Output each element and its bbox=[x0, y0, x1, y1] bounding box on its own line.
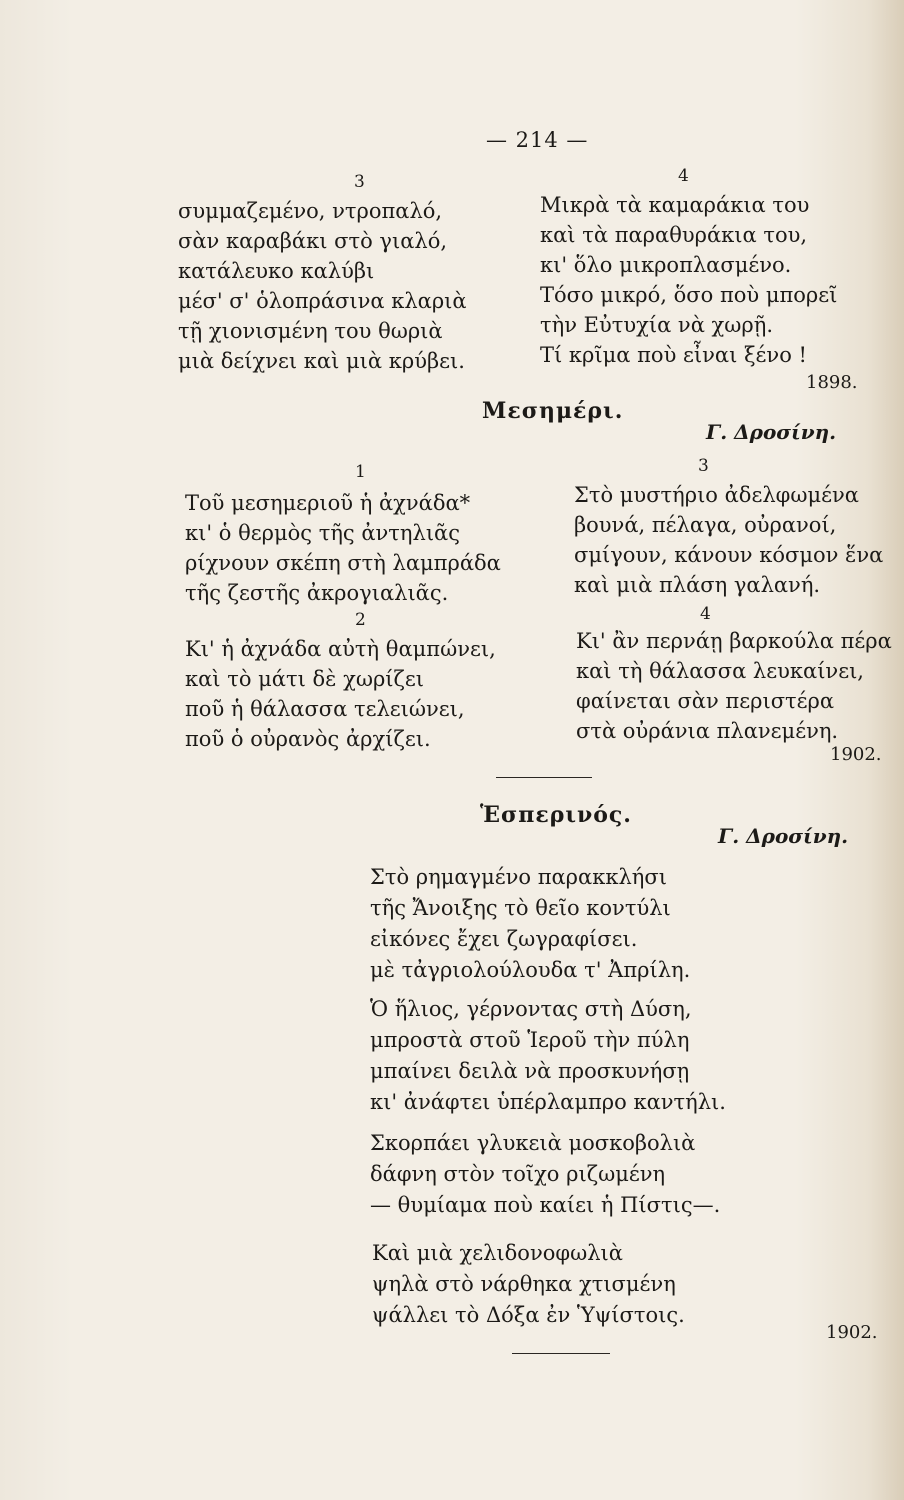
verse-line: κι' ὁ θερμὸς τῆς ἀντηλιᾶς bbox=[185, 521, 460, 545]
verse-line: Κι' ἡ ἀχνάδα αὐτὴ θαμπώνει, bbox=[185, 637, 496, 661]
stanza bbox=[370, 994, 726, 1118]
stanza bbox=[372, 1238, 685, 1331]
verse-line: Στὸ μυστήριο ἀδελφωμένα bbox=[574, 483, 859, 507]
poem-title: Ἑσπερινός. bbox=[480, 802, 632, 828]
verse-line: ποῦ ἡ θάλασσα τελειώνει, bbox=[185, 697, 465, 721]
verse-line: κι' ἀνάφτει ὑπέρλαμπρο καντήλι. bbox=[370, 1090, 726, 1114]
verse-line: σμίγουν, κάνουν κόσμον ἕνα bbox=[574, 543, 884, 567]
verse-line: μπροστὰ στοῦ Ἱεροῦ τὴν πύλη bbox=[370, 1028, 690, 1052]
verse-line: μέσ' σ' ὁλοπράσινα κλαριὰ bbox=[178, 289, 467, 313]
stanza-number: 3 bbox=[354, 172, 365, 192]
stanza bbox=[185, 634, 496, 754]
verse-line: Τοῦ μεσημεριοῦ ἡ ἀχνάδα* bbox=[185, 491, 471, 515]
stanza bbox=[185, 488, 501, 608]
verse-line: Σκορπάει γλυκειὰ μοσκοβολιὰ bbox=[370, 1131, 696, 1155]
verse-line: μιὰ δείχνει καὶ μιὰ κρύβει. bbox=[178, 349, 465, 373]
verse-line: τὴν Εὐτυχία νὰ χωρῇ. bbox=[540, 313, 774, 337]
stanza-number: 4 bbox=[678, 166, 689, 186]
stanza-number: 2 bbox=[355, 610, 366, 630]
verse-line: καὶ τὸ μάτι δὲ χωρίζει bbox=[185, 667, 425, 691]
verse-line: βουνά, πέλαγα, οὐρανοί, bbox=[574, 513, 837, 537]
verse-line: δάφνη στὸν τοῖχο ριζωμένη bbox=[370, 1162, 666, 1186]
poem-year: 1902. bbox=[826, 1322, 878, 1343]
stanza-number: 1 bbox=[355, 462, 366, 482]
verse-line: τῆς ζεστῆς ἀκρογιαλιᾶς. bbox=[185, 581, 449, 605]
stanza-left bbox=[178, 196, 467, 376]
verse-line: ρίχνουν σκέπη στὴ λαμπράδα bbox=[185, 551, 501, 575]
verse-line: — θυμίαμα ποὺ καίει ἡ Πίστις—. bbox=[370, 1193, 721, 1217]
verse-line: εἰκόνες ἔχει ζωγραφίσει. bbox=[370, 927, 638, 951]
verse-line: Τόσο μικρό, ὅσο ποὺ μπορεῖ bbox=[540, 283, 838, 307]
verse-line: ποῦ ὁ οὐρανὸς ἀρχίζει. bbox=[185, 727, 431, 751]
section-divider bbox=[512, 1353, 610, 1354]
stanza-number: 4 bbox=[700, 604, 711, 624]
verse-line: μὲ τἀγριολούλουδα τ' Ἀπρίλη. bbox=[370, 958, 691, 982]
poem-author: Γ. Δροσίνη. bbox=[718, 824, 849, 848]
verse-line: Καὶ μιὰ χελιδονοφωλιὰ bbox=[372, 1241, 623, 1265]
verse-line: Στὸ ρημαγμένο παρακκλήσι bbox=[370, 865, 667, 889]
verse-line: κι' ὅλο μικροπλασμένο. bbox=[540, 253, 792, 277]
verse-line: καὶ τὰ παραθυράκια του, bbox=[540, 223, 808, 247]
verse-line: φαίνεται σὰν περιστέρα bbox=[576, 689, 835, 713]
verse-line: μπαίνει δειλὰ νὰ προσκυνήσῃ bbox=[370, 1059, 690, 1083]
verse-line: καὶ τὴ θάλασσα λευκαίνει, bbox=[576, 659, 864, 683]
poem-year: 1898. bbox=[806, 372, 858, 393]
verse-line: τῆς Ἄνοιξης τὸ θεῖο κοντύλι bbox=[370, 896, 671, 920]
verse-line: κατάλευκο καλύβι bbox=[178, 259, 375, 283]
verse-line: σὰν καραβάκι στὸ γιαλό, bbox=[178, 229, 448, 253]
section-divider bbox=[496, 777, 592, 778]
stanza-number: 3 bbox=[698, 456, 709, 476]
stanza bbox=[576, 626, 892, 746]
verse-line: τῇ χιονισμένη του θωριὰ bbox=[178, 319, 443, 343]
page-number: — 214 — bbox=[486, 128, 589, 152]
verse-line: ψάλλει τὸ Δόξα ἐν Ὑψίστοις. bbox=[372, 1303, 685, 1327]
verse-line: στὰ οὐράνια πλανεμένη. bbox=[576, 719, 839, 743]
verse-line: Ὁ ἥλιος, γέρνοντας στὴ Δύση, bbox=[370, 997, 692, 1021]
poem-author: Γ. Δροσίνη. bbox=[706, 420, 837, 444]
stanza-right bbox=[540, 190, 837, 370]
stanza bbox=[370, 1128, 720, 1221]
stanza bbox=[370, 862, 690, 986]
poem-year: 1902. bbox=[830, 744, 882, 765]
verse-line: συμμαζεμένο, ντροπαλό, bbox=[178, 199, 443, 223]
verse-line: καὶ μιὰ πλάση γαλανή. bbox=[574, 573, 821, 597]
poem-title: Μεσημέρι. bbox=[482, 398, 624, 424]
verse-line: ψηλὰ στὸ νάρθηκα χτισμένη bbox=[372, 1272, 676, 1296]
verse-line: Κι' ἂν περνάῃ βαρκούλα πέρα bbox=[576, 629, 892, 653]
verse-line: Τί κρῖμα ποὺ εἶναι ξένο ! bbox=[540, 343, 807, 367]
stanza bbox=[574, 480, 883, 600]
verse-line: Μικρὰ τὰ καμαράκια του bbox=[540, 193, 810, 217]
